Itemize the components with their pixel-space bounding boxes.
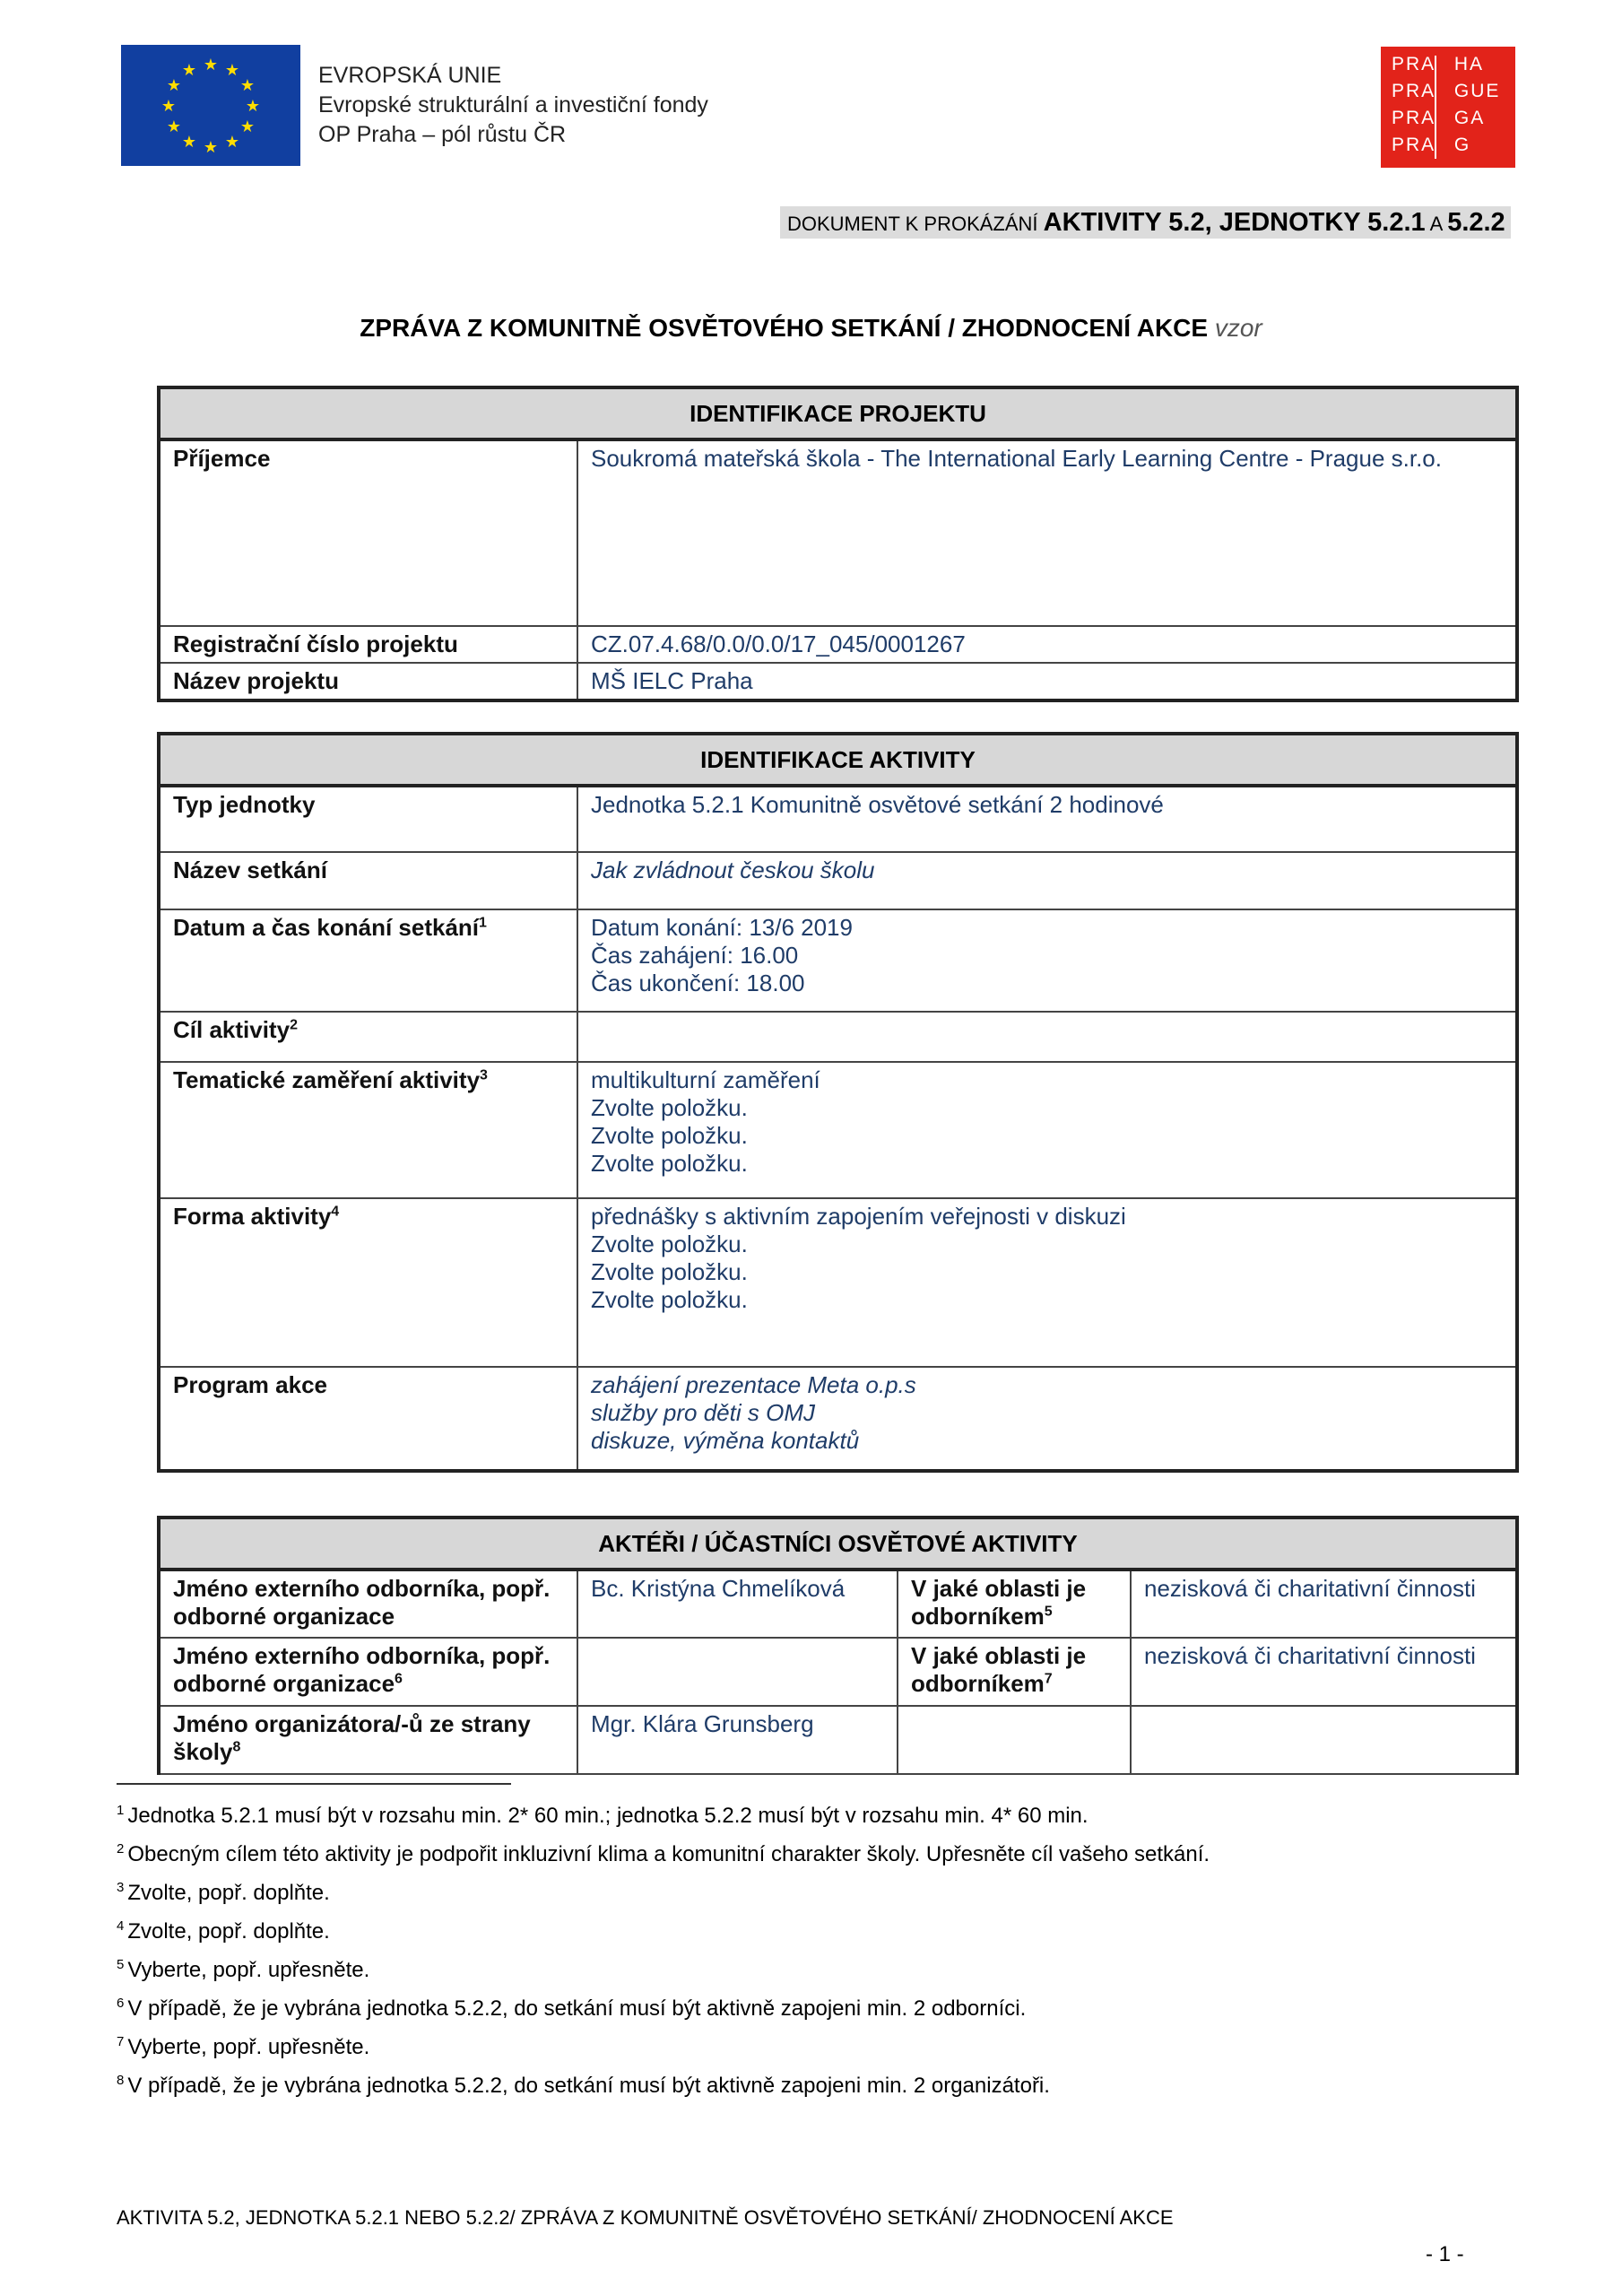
footnotes: [117, 1794, 1551, 2102]
doc-ref-bold-2: 5.2.2: [1447, 208, 1505, 237]
theme-option: Zvolte položku.: [591, 1122, 748, 1149]
program-line: diskuze, výměna kontaktů: [591, 1427, 860, 1454]
meeting-name-value[interactable]: Jak zvládnout českou školu: [577, 852, 1517, 909]
theme-option: multikulturní zaměření: [591, 1066, 820, 1093]
goal-label: Cíl aktivity$^2$: [159, 1012, 577, 1062]
svg-text:★: ★: [166, 117, 182, 136]
page-title: [0, 314, 1622, 343]
form-label: Forma aktivity$^4$: [159, 1198, 577, 1367]
recipient-value[interactable]: Soukromá mateřská škola - The International Early Learning Centre - Prague s.r.o.: [577, 439, 1517, 626]
theme-value[interactable]: [577, 1062, 1517, 1198]
eu-stars-icon: [121, 45, 300, 166]
footnote: $^3$ Zvolte, popř. doplňte.: [117, 1880, 330, 1905]
svg-text:★: ★: [224, 61, 240, 80]
praha-logo: [1381, 47, 1515, 168]
footnote: $^8$ V případě, že je vybrána jednotka 5.2.2, do setkání musí být aktivně zapojeni min. 2 organizátoři.: [117, 2073, 1050, 2098]
activity-identification-table: [157, 732, 1519, 1473]
end-time-line: Čas ukončení: 18.00: [591, 970, 805, 996]
svg-text:★: ★: [166, 76, 182, 95]
program-line: zahájení prezentace Meta o.p.s: [591, 1371, 916, 1398]
doc-ref-text-2: A: [1429, 213, 1443, 235]
date-time-value[interactable]: [577, 909, 1517, 1012]
project-name-label: Název projektu: [159, 663, 577, 700]
date-time-label: Datum a čas konání setkání$^1$: [159, 909, 577, 1012]
praha-logo-row: PRA HA: [1392, 54, 1485, 74]
svg-text:★: ★: [203, 138, 219, 157]
empty-cell: [1131, 1706, 1517, 1774]
empty-cell: [898, 1706, 1131, 1774]
form-option: Zvolte položku.: [591, 1231, 748, 1257]
eu-line-1: EVROPSKÁ UNIE: [318, 63, 502, 88]
doc-ref-text-1: DOKUMENT K PROKÁZÁNÍ: [787, 213, 1038, 235]
form-option: Zvolte položku.: [591, 1286, 748, 1313]
footnote: $^2$ Obecným cílem této aktivity je podpořit inkluzivní klima a komunitní charakter školy. Upřesněte cíl vašeho setkání.: [117, 1841, 1210, 1866]
svg-text:★: ★: [239, 117, 256, 136]
external-expert-2-value[interactable]: [577, 1638, 898, 1706]
svg-text:★: ★: [203, 56, 219, 74]
svg-text:★: ★: [239, 76, 256, 95]
page-title-suffix: vzor: [1214, 314, 1262, 342]
theme-option: Zvolte položku.: [591, 1094, 748, 1121]
eu-text-block: [318, 61, 708, 150]
expert-area-2-label: V jaké oblasti je odborníkem$^7$: [898, 1638, 1131, 1706]
goal-value[interactable]: [577, 1012, 1517, 1062]
date-line: Datum konání: 13/6 2019: [591, 914, 853, 941]
expert-area-1-label: V jaké oblasti je odborníkem$^5$: [898, 1570, 1131, 1638]
form-option: přednášky s aktivním zapojením veřejnosti v diskuzi: [591, 1203, 1126, 1230]
project-name-value[interactable]: MŠ IELC Praha: [577, 663, 1517, 700]
unit-type-value[interactable]: Jednotka 5.2.1 Komunitně osvětové setkání 2 hodinové: [577, 786, 1517, 852]
unit-type-label: Typ jednotky: [159, 786, 577, 852]
organizer-label: Jméno organizátora/-ů ze strany školy$^8$: [159, 1706, 577, 1774]
footnote-separator: [117, 1783, 511, 1785]
expert-area-1-value[interactable]: nezisková či charitativní činnosti: [1131, 1570, 1517, 1638]
recipient-label: Příjemce: [159, 439, 577, 626]
theme-option: Zvolte položku.: [591, 1150, 748, 1177]
project-identification-table: [157, 386, 1519, 702]
svg-text:★: ★: [181, 133, 197, 152]
eu-line-3: OP Praha – pól růstu ČR: [318, 122, 567, 147]
page-footer: AKTIVITA 5.2, JEDNOTKA 5.2.1 NEBO 5.2.2/ ZPRÁVA Z KOMUNITNĚ OSVĚTOVÉHO SETKÁNÍ/ ZHODNOCENÍ AKCE: [117, 2206, 1174, 2229]
eu-flag-logo: [121, 45, 300, 166]
praha-logo-row: PRA GUE: [1392, 81, 1501, 101]
program-value[interactable]: [577, 1367, 1517, 1471]
form-value[interactable]: [577, 1198, 1517, 1367]
theme-label: Tematické zaměření aktivity$^3$: [159, 1062, 577, 1198]
svg-text:★: ★: [181, 61, 197, 80]
footnote: $^6$ V případě, že je vybrána jednotka 5.2.2, do setkání musí být aktivně zapojeni min. 2 odborníci.: [117, 1996, 1027, 2021]
footnote: $^7$ Vyberte, popř. upřesněte.: [117, 2034, 370, 2059]
page-number: - 1 -: [1426, 2242, 1464, 2266]
footnote: $^5$ Vyberte, popř. upřesněte.: [117, 1957, 370, 1982]
page-title-main: ZPRÁVA Z KOMUNITNĚ OSVĚTOVÉHO SETKÁNÍ / ZHODNOCENÍ AKCE: [360, 314, 1209, 342]
footnote: $^4$ Zvolte, popř. doplňte.: [117, 1918, 330, 1944]
form-option: Zvolte položku.: [591, 1258, 748, 1285]
program-label: Program akce: [159, 1367, 577, 1471]
eu-line-2: Evropské strukturální a investiční fondy: [318, 92, 708, 117]
meeting-name-label: Název setkání: [159, 852, 577, 909]
external-expert-2-label: Jméno externího odborníka, popř. odborné organizace$^6$: [159, 1638, 577, 1706]
registration-number-value[interactable]: CZ.07.4.68/0.0/0.0/17_045/0001267: [577, 626, 1517, 663]
actors-table-heading: AKTÉŘI / ÚČASTNÍCI OSVĚTOVÉ AKTIVITY: [159, 1518, 1517, 1570]
svg-text:★: ★: [245, 97, 261, 116]
organizer-value[interactable]: Mgr. Klára Grunsberg: [577, 1706, 898, 1774]
registration-number-label: Registrační číslo projektu: [159, 626, 577, 663]
external-expert-1-value[interactable]: Bc. Kristýna Chmelíková: [577, 1570, 898, 1638]
svg-text:★: ★: [160, 97, 177, 116]
start-time-line: Čas zahájení: 16.00: [591, 942, 799, 969]
doc-ref-bold-1: AKTIVITY 5.2, JEDNOTKY 5.2.1: [1043, 208, 1426, 237]
praha-logo-row: PRA G: [1392, 135, 1471, 155]
actors-table: [157, 1516, 1519, 1775]
praha-logo-row: PRA GA: [1392, 108, 1486, 128]
svg-text:★: ★: [224, 133, 240, 152]
project-table-heading: IDENTIFIKACE PROJEKTU: [159, 387, 1517, 439]
activity-table-heading: IDENTIFIKACE AKTIVITY: [159, 734, 1517, 786]
program-line: služby pro děti s OMJ: [591, 1399, 815, 1426]
expert-area-2-value[interactable]: nezisková či charitativní činnosti: [1131, 1638, 1517, 1706]
footnote: $^1$ Jednotka 5.2.1 musí být v rozsahu min. 2* 60 min.; jednotka 5.2.2 musí být v rozsahu min. 4* 60 min.: [117, 1803, 1089, 1828]
document-reference: [780, 206, 1511, 239]
external-expert-1-label: Jméno externího odborníka, popř. odborné organizace: [159, 1570, 577, 1638]
